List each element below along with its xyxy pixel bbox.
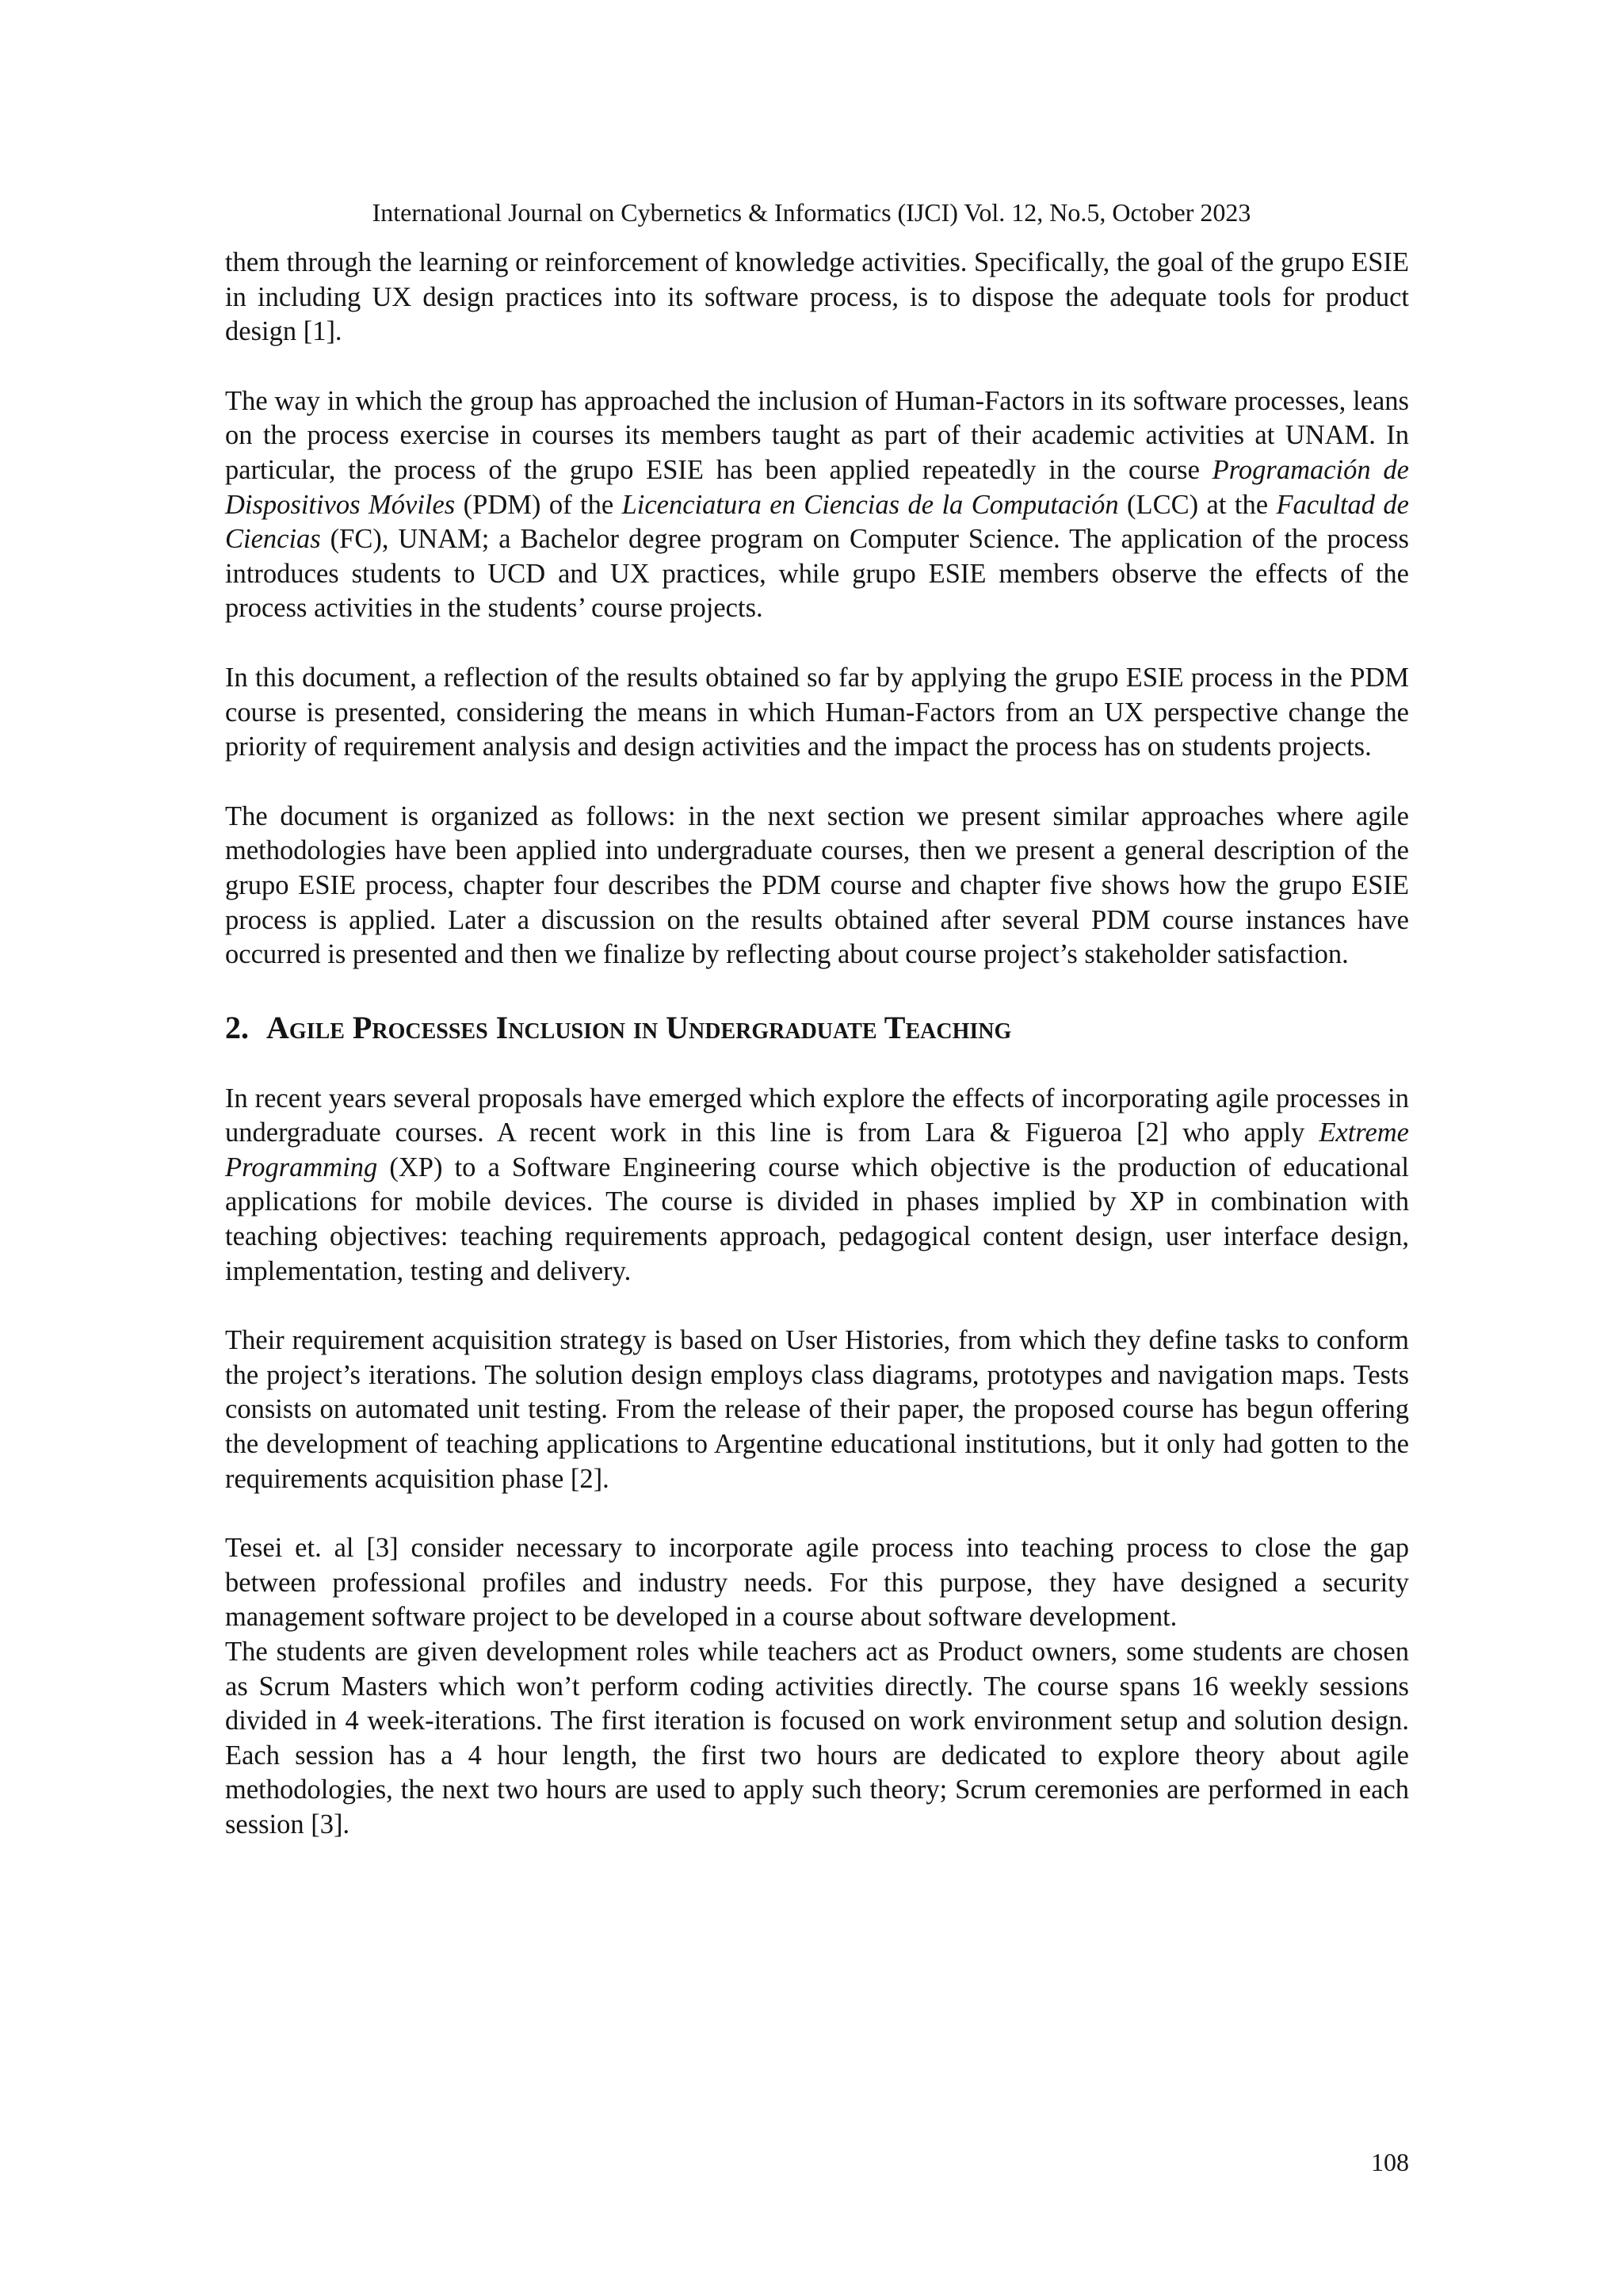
- paragraph-5: [225, 1082, 1409, 1289]
- paragraph-7: Tesei et. al [3] consider necessary to incorporate agile process into teaching process to close the gap between professional profiles and industry needs. For this purpose, they have designed a security management software project to be developed in a course about software development.: [225, 1533, 1409, 1633]
- paragraph-2-text-e: (LCC) at the: [1118, 489, 1277, 520]
- paragraph-5-text-c: (XP) to a Software Engineering course which objective is the production of educational applications for mobile devices. The course is divided in phases implied by XP in combination with teaching objectives: teaching requirements approach, pedagogical content design, user interface design, implementation, testing and delivery.: [225, 1152, 1409, 1286]
- paragraph-2: [225, 384, 1409, 626]
- paragraph-2-text-c: (PDM) of the: [455, 489, 622, 520]
- section-heading: [225, 1007, 1409, 1049]
- paragraph-1: them through the learning or reinforcement of knowledge activities. Specifically, the goal of the grupo ESIE in including UX design practices into its software process, is to dispose the adequate tools for product design [1].: [225, 247, 1409, 347]
- page-number: 108: [1371, 2148, 1409, 2176]
- course-name-italic: Programación de Dispositivos Móviles: [225, 454, 1409, 520]
- faculty-name-italic: Facultad de Ciencias: [225, 489, 1409, 555]
- paragraph-2-text-g: (FC), UNAM; a Bachelor degree program on Computer Science. The application of the process introduces students to UCD and UX practices, while grupo ESIE members observe the effects of the process activities in the students’ course projects.: [225, 524, 1409, 624]
- paragraph-3: In this document, a reflection of the results obtained so far by applying the grupo ESIE process in the PDM course is presented, considering the means in which Human-Factors from an UX perspective change the priority of requirement analysis and design activities and the impact the process has on students projects.: [225, 662, 1409, 762]
- running-header: International Journal on Cybernetics & Informatics (IJCI) Vol. 12, No.5, October 2023: [372, 198, 1251, 227]
- degree-name-italic: Licenciatura en Ciencias de la Computación: [621, 489, 1119, 520]
- paragraph-5-text-a: In recent years several proposals have emerged which explore the effects of incorporating agile processes in undergraduate courses. A recent work in this line is from Lara & Figueroa [2] who apply: [225, 1083, 1409, 1148]
- paragraph-6: Their requirement acquisition strategy is based on User Histories, from which they define tasks to conform the project’s iterations. The solution design employs class diagrams, prototypes and navigation maps. Tests consists on automated unit testing. From the release of their paper, the proposed course has begun offering the development of teaching applications to Argentine educational institutions, but it only had gotten to the requirements acquisition phase [2].: [225, 1325, 1409, 1494]
- paragraph-8: The students are given development roles while teachers act as Product owners, some students are chosen as Scrum Masters which won’t perform coding activities directly. The course spans 16 weekly sessions divided in 4 week-iterations. The first iteration is focused on work environment setup and solution design. Each session has a 4 hour length, the first two hours are dedicated to explore theory about agile methodologies, the next two hours are used to apply such theory; Scrum ceremonies are performed in each session [3].: [225, 1637, 1409, 1839]
- paragraph-2-text-a: The way in which the group has approached the inclusion of Human-Factors in its software processes, leans on the process exercise in courses its members taught as part of their academic activities at UNAM. In particular, the process of the grupo ESIE has been applied repeatedly in the course: [225, 385, 1409, 485]
- section-title: Agile Processes Inclusion in Undergraduate Teaching: [266, 1009, 1012, 1045]
- body-text: [225, 246, 1409, 1878]
- paragraph-4: The document is organized as follows: in the next section we present similar approaches where agile methodologies have been applied into undergraduate courses, then we present a general description of the grupo ESIE process, chapter four describes the PDM course and chapter five shows how the grupo ESIE process is applied. Later a discussion on the results obtained after several PDM course instances have occurred is presented and then we finalize by reflecting about course project’s stakeholder satisfaction.: [225, 800, 1409, 970]
- section-number: 2.: [225, 1009, 249, 1045]
- xp-italic: Extreme Programming: [225, 1117, 1409, 1182]
